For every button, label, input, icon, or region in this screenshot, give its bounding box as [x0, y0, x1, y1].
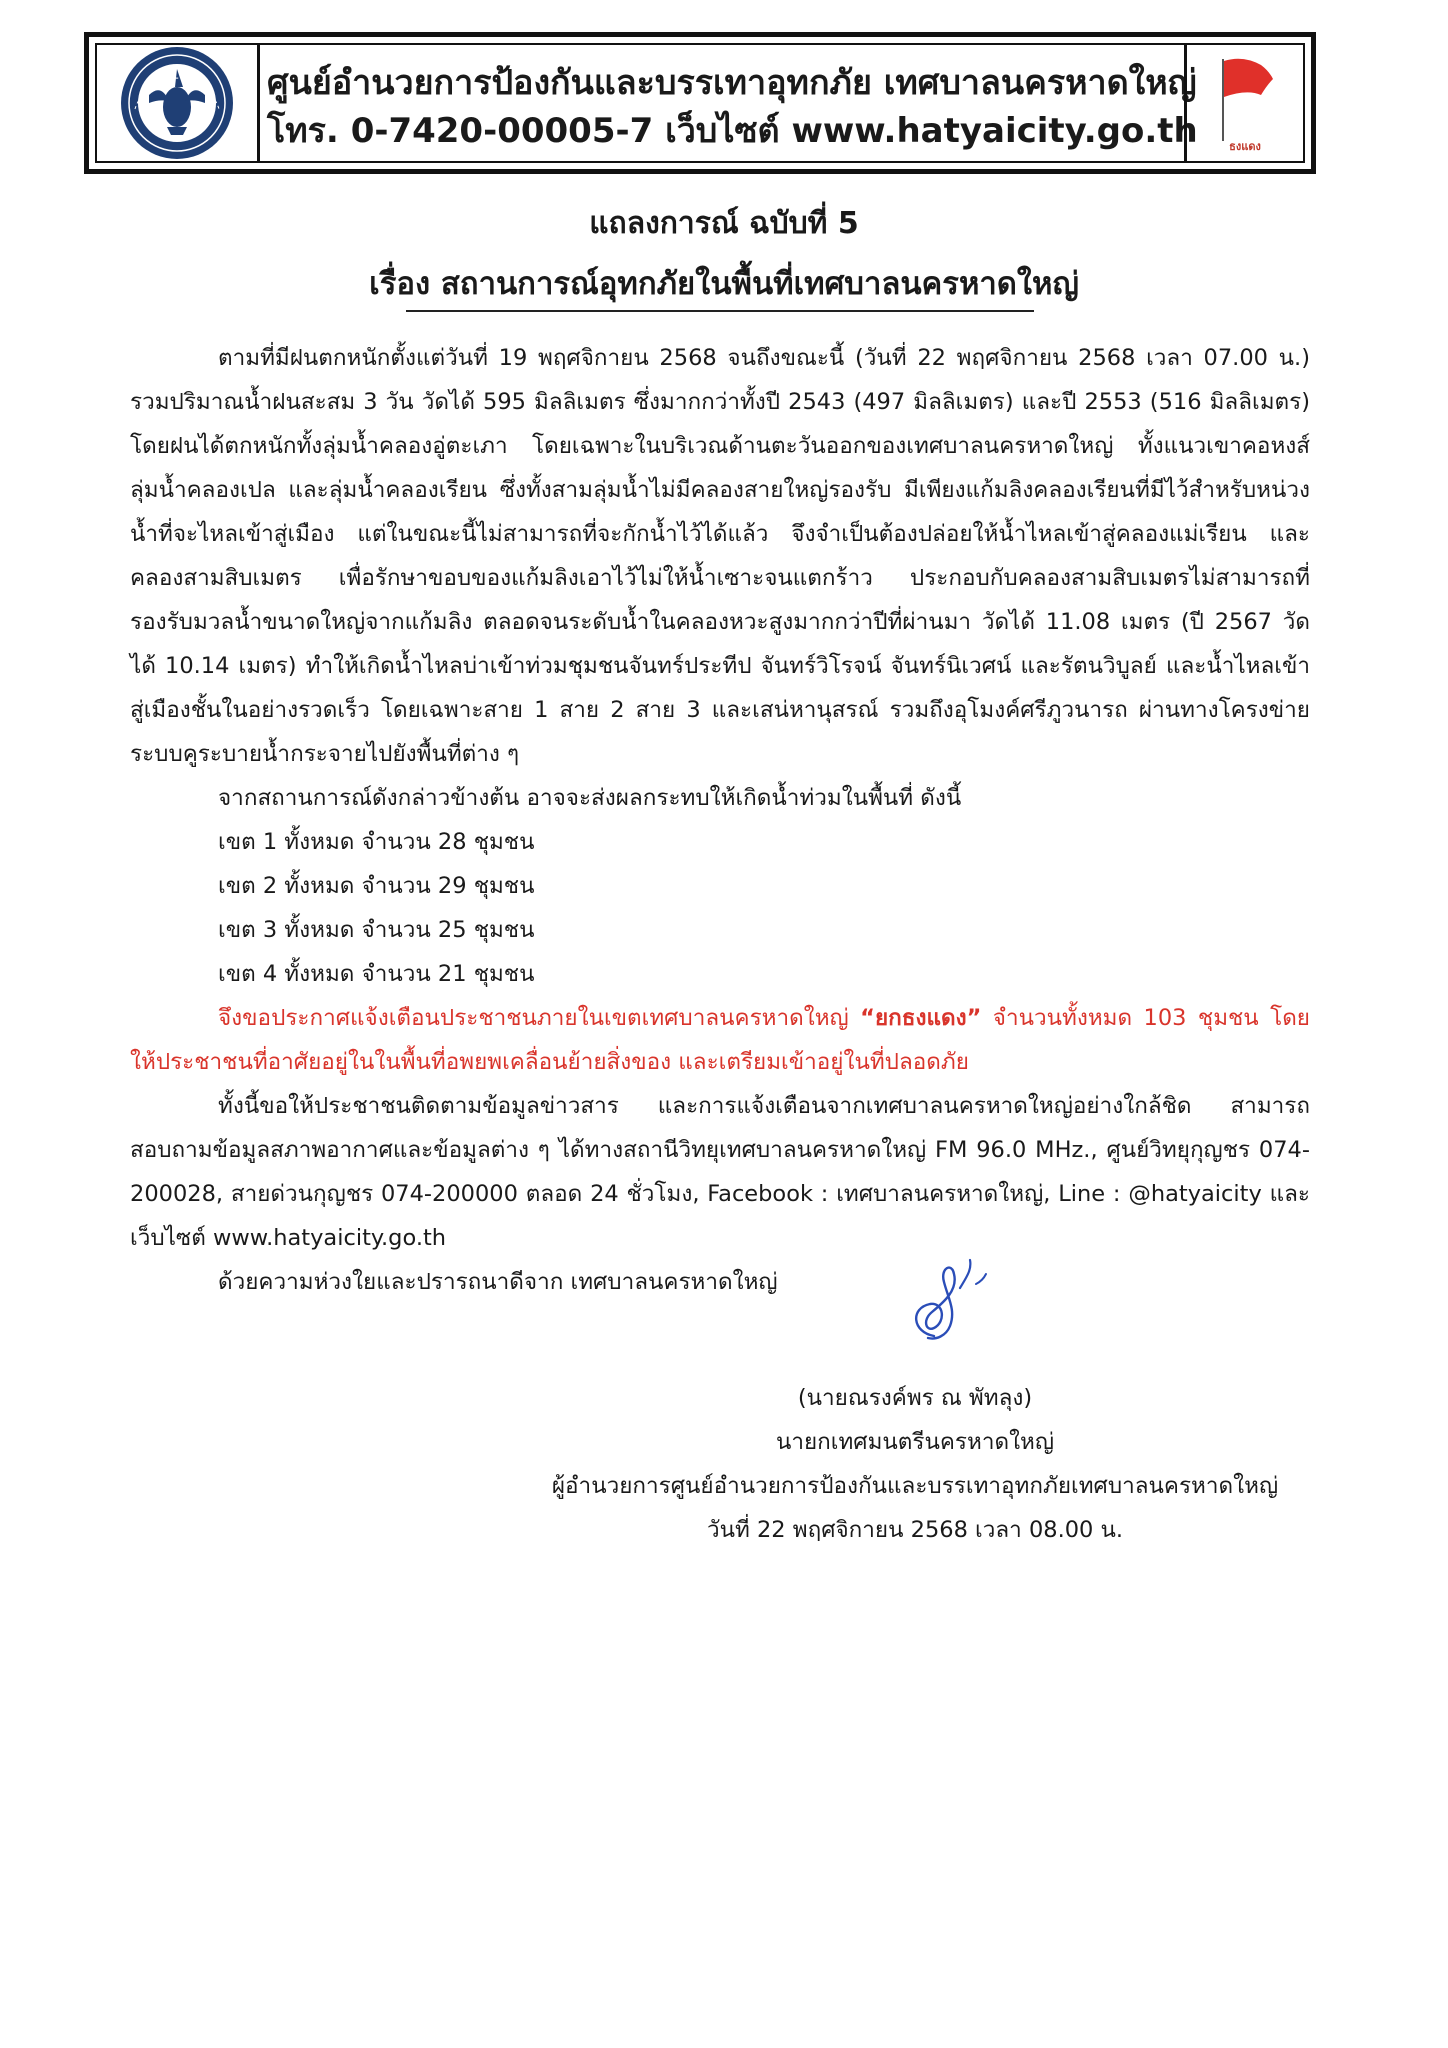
zone-item: เขต 1 ทั้งหมด จำนวน 28 ชุมชน — [218, 829, 535, 855]
warning-text-end: จำนวนทั้งหมด 103 ชุมชน โดยให้ประชาชนที่อาศัยอยู่ในในพื้นที่อพยพเคลื่อนย้ายสิ่งของ และเตรียมเข้าอยู่ในที่ปลอดภัย — [130, 1005, 1310, 1075]
header-title: ศูนย์อำนวยการป้องกันและบรรเทาอุทกภัย เทศบาลนครหาดใหญ่ — [267, 63, 1197, 103]
statement-date: วันที่ 22 พฤศจิกายน 2568 เวลา 08.00 น. — [706, 1517, 1124, 1543]
warning-text-start: จึงขอประกาศแจ้งเตือนประชาชนภายในเขตเทศบาลนครหาดใหญ่ — [218, 1005, 861, 1031]
signatory-name: (นายณรงค์พร ณ พัทลุง) — [797, 1385, 1033, 1411]
flag-caption: ธงแดง — [1229, 140, 1261, 153]
title-underline — [406, 310, 1034, 312]
statement-body — [130, 336, 1310, 1304]
statement-subject: เรื่อง สถานการณ์อุทกภัยในพื้นที่เทศบาลนครหาดใหญ่ — [369, 266, 1079, 302]
impact-intro: จากสถานการณ์ดังกล่าวข้างต้น อาจจะส่งผลกระทบให้เกิดน้ำท่วมในพื้นที่ ดังนี้ — [218, 785, 962, 811]
red-flag-label: “ยกธงแดง” — [860, 1005, 982, 1031]
red-flag-cell — [1184, 45, 1303, 161]
header-contact: โทร. 0-7420-00005-7 เว็บไซต์ www.hatyaicity.go.th — [267, 111, 1198, 151]
zone-item: เขต 3 ทั้งหมด จำนวน 25 ชุมชน — [218, 917, 535, 943]
closing-line: ด้วยความห่วงใยและปรารถนาดีจาก เทศบาลนครหาดใหญ่ — [218, 1269, 778, 1295]
situation-paragraph: ตามที่มีฝนตกหนักตั้งแต่วันที่ 19 พฤศจิกายน 2568 จนถึงขณะนี้ (วันที่ 22 พฤศจิกายน 2568 เวลา 07.00 น.) รวมปริมาณน้ำฝนสะสม 3 วัน วัดได้ 595 มิลลิเมตร ซึ่งมากกว่าทั้งปี 2543 (497 มิลลิเมตร) และปี 2553 (516 มิลลิเมตร) โดยฝนได้ตกหนักทั้งลุ่มน้ำคลองอู่ตะเภา โดยเฉพาะในบริเวณด้านตะวันออกของเทศบาลนครหาดใหญ่ ทั้งแนวเขาคอหงส์ ลุ่มน้ำคลองเปล และลุ่มน้ำคลองเรียน ซึ่งทั้งสามลุ่มน้ำไม่มีคลองสายใหญ่รองรับ มีเพียงแก้มลิงคลองเรียนที่มีไว้สำหรับหน่วงน้ำที่จะไหลเข้าสู่เมือง แต่ในขณะนี้ไม่สามารถที่จะกักน้ำไว้ได้แล้ว จึงจำเป็นต้องปล่อยให้น้ำไหลเข้าสู่คลองแม่เรียน และคลองสามสิบเมตร เพื่อรักษาขอบของแก้มลิงเอาไว้ไม่ให้น้ำเซาะจนแตกร้าว ประกอบกับคลองสามสิบเมตรไม่สามารถที่รองรับมวลน้ำขนาดใหญ่จากแก้มลิง ตลอดจนระดับน้ำในคลองหวะสูงมากกว่าปีที่ผ่านมา วัดได้ 11.08 เมตร (ปี 2567 วัดได้ 10.14 เมตร) ทำให้เกิดน้ำไหลบ่าเข้าท่วมชุมชนจันทร์ประทีป จันทร์วิโรจน์ จันทร์นิเวศน์ และรัตนวิบูลย์ และน้ำไหลเข้าสู่เมืองชั้นในอย่างรวดเร็ว โดยเฉพาะสาย 1 สาย 2 สาย 3 และเสน่หานุสรณ์ รวมถึงอุโมงค์ศรีภูวนารถ ผ่านทางโครงข่ายระบบคูระบายน้ำกระจายไปยังพื้นที่ต่าง ๆ — [130, 345, 1310, 767]
red-flag-warning — [130, 996, 1310, 1084]
municipality-logo-cell — [97, 45, 260, 161]
statement-number: แถลงการณ์ ฉบับที่ 5 — [589, 206, 859, 241]
signatory-director-position: ผู้อำนวยการศูนย์อำนวยการป้องกันและบรรเทาอุทกภัยเทศบาลนครหาดใหญ่ — [551, 1473, 1279, 1499]
handwritten-signature — [900, 1248, 1010, 1348]
municipality-seal-icon — [117, 43, 237, 163]
signature-block — [520, 1376, 1310, 1552]
zone-item: เขต 4 ทั้งหมด จำนวน 21 ชุมชน — [218, 961, 535, 987]
contact-paragraph: ทั้งนี้ขอให้ประชาชนติดตามข้อมูลข่าวสาร และการแจ้งเตือนจากเทศบาลนครหาดใหญ่อย่างใกล้ชิด สามารถสอบถามข้อมูลสภาพอากาศและข้อมูลต่าง ๆ ได้ทางสถานีวิทยุเทศบาลนครหาดใหญ่ FM 96.0 MHz., ศูนย์วิทยุกุญชร 074-200028, สายด่วนกุญชร 074-200000 ตลอด 24 ชั่วโมง, Facebook : เทศบาลนครหาดใหญ่, Line : @hatyaicity และเว็บไซต์ www.hatyaicity.go.th — [130, 1093, 1310, 1251]
zone-item: เขต 2 ทั้งหมด จำนวน 29 ชุมชน — [218, 873, 535, 899]
signatory-position: นายกเทศมนตรีนครหาดใหญ่ — [775, 1429, 1055, 1455]
document-header — [84, 32, 1316, 174]
